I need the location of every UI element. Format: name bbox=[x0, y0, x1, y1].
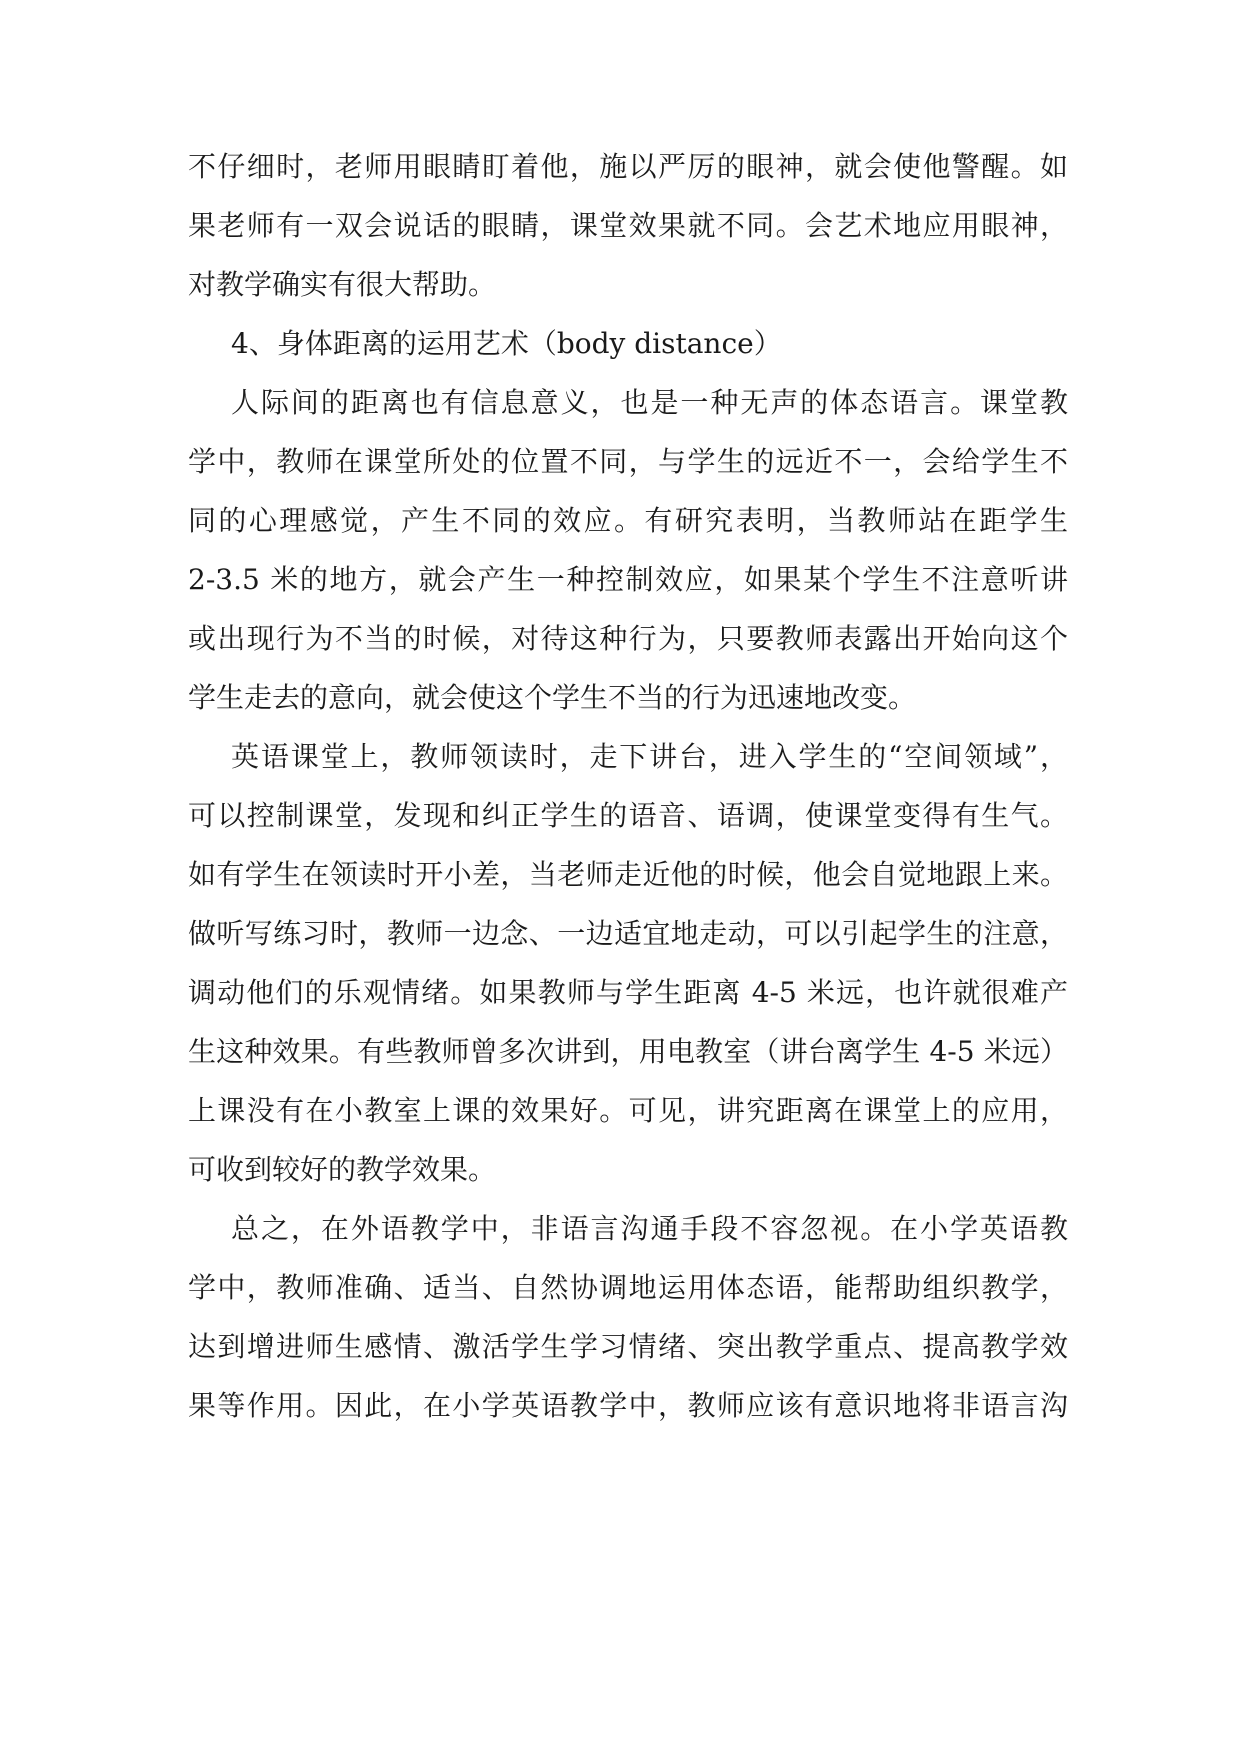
paragraph-line: 对教学确实有很大帮助。 bbox=[188, 268, 497, 301]
paragraph-line: 2-3.5 米的地方，就会产生一种控制效应，如果某个学生不注意听讲 bbox=[188, 563, 1068, 596]
paragraph-line: 人际间的距离也有信息意义，也是一种无声的体态语言。课堂教 bbox=[231, 386, 1068, 419]
paragraph-line: 不仔细时，老师用眼睛盯着他，施以严厉的眼神，就会使他警醒。如 bbox=[188, 150, 1068, 183]
paragraph-line: 果老师有一双会说话的眼睛，课堂效果就不同。会艺术地应用眼神， bbox=[188, 209, 1068, 242]
paragraph-line: 达到增进师生感情、激活学生学习情绪、突出教学重点、提高教学效 bbox=[188, 1330, 1068, 1363]
paragraph-line: 学生走去的意向，就会使这个学生不当的行为迅速地改变。 bbox=[188, 681, 917, 714]
paragraph-line: 可以控制课堂，发现和纠正学生的语音、语调，使课堂变得有生气。 bbox=[188, 799, 1068, 832]
paragraph-line: 生这种效果。有些教师曾多次讲到，用电教室（讲台离学生 4-5 米远） bbox=[188, 1035, 1068, 1068]
paragraph-line: 如有学生在领读时开小差，当老师走近他的时候，他会自觉地跟上来。 bbox=[188, 858, 1068, 891]
paragraph-line: 学中，教师准确、适当、自然协调地运用体态语，能帮助组织教学， bbox=[188, 1271, 1068, 1304]
paragraph-line: 英语课堂上，教师领读时，走下讲台，进入学生的“空间领域”， bbox=[231, 740, 1068, 773]
paragraph-line: 做听写练习时，教师一边念、一边适宜地走动，可以引起学生的注意， bbox=[188, 917, 1068, 950]
paragraph-line: 上课没有在小教室上课的效果好。可见，讲究距离在课堂上的应用， bbox=[188, 1094, 1068, 1127]
paragraph-line: 学中，教师在课堂所处的位置不同，与学生的远近不一，会给学生不 bbox=[188, 445, 1068, 478]
paragraph-line: 或出现行为不当的时候，对待这种行为，只要教师表露出开始向这个 bbox=[188, 622, 1068, 655]
section-heading: 4、身体距离的运用艺术（body distance） bbox=[231, 327, 782, 360]
paragraph-line: 果等作用。因此，在小学英语教学中，教师应该有意识地将非语言沟 bbox=[188, 1389, 1068, 1422]
paragraph-line: 调动他们的乐观情绪。如果教师与学生距离 4-5 米远，也许就很难产 bbox=[188, 976, 1068, 1009]
paragraph-line: 同的心理感觉，产生不同的效应。有研究表明，当教师站在距学生 bbox=[188, 504, 1068, 537]
paragraph-line: 可收到较好的教学效果。 bbox=[188, 1153, 497, 1186]
paragraph-line: 总之，在外语教学中，非语言沟通手段不容忽视。在小学英语教 bbox=[231, 1212, 1068, 1245]
